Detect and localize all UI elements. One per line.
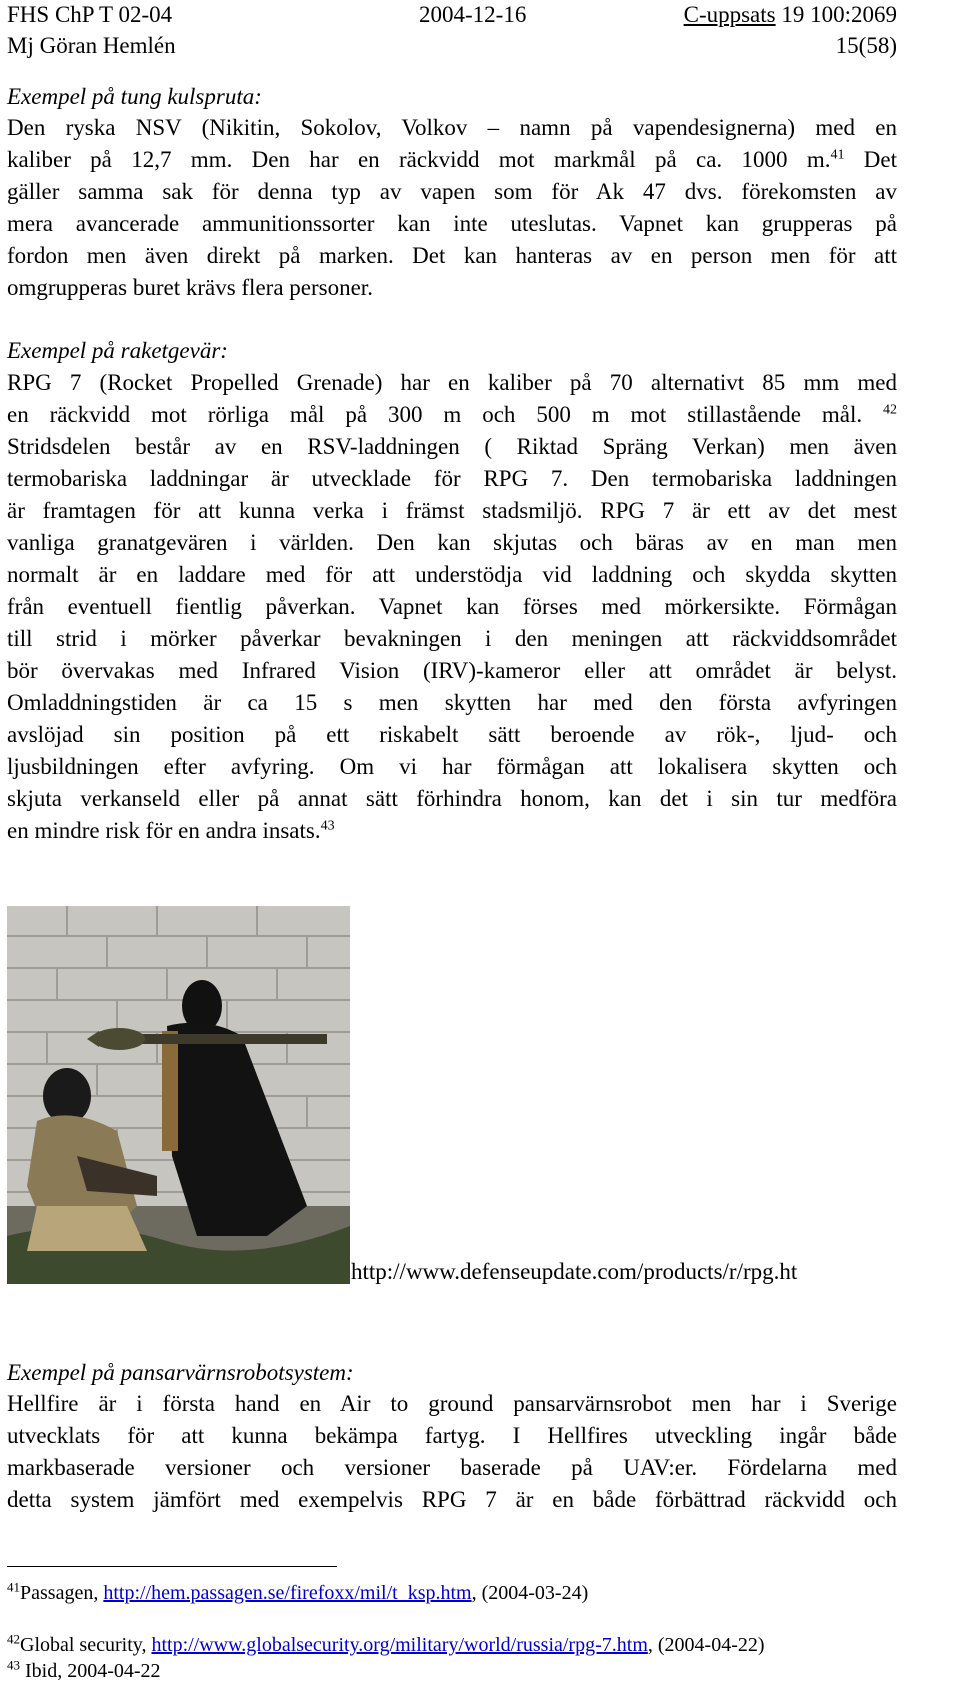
footnote-42: $^{42}$Global security, http://www.globalsecurity.org/military/world/russia/rpg-7.htm, (2004-04-22) [7,1631,765,1656]
paragraph-line: en räckvidd mot rörliga mål på 300 m och 500 m mot stillastående mål. $^{42}$ [7,402,898,427]
footnote-ref[interactable]: 42 [883,402,898,418]
page-header-row-1 [7,0,897,30]
paragraph-line: omgrupperas buret krävs flera personer. [7,275,373,300]
footnote-separator [7,1566,337,1567]
paragraph-line: kaliber på 12,7 mm. Den har en räckvidd mot markmål på ca. 1000 m.$^{41}$ Det [7,147,898,172]
section-heading-antitank-missile: Exempel på pansarvärnsrobotsystem: [7,1360,354,1385]
paragraph-line: detta system jämfört med exempelvis RPG 7 är en både förbättrad räckvidd och [7,1487,897,1512]
paragraph-line: fordon men även direkt på marken. Det kan hanteras av en person men för att [7,243,897,268]
paragraph-line: utvecklats för att kunna bekämpa fartyg. I Hellfires utveckling ingår både [7,1423,897,1448]
paragraph-line: skjuta verkanseld eller på annat sätt förhindra honom, kan det i sin tur medföra [7,786,897,811]
paragraph-line: Omladdningstiden är ca 15 s men skytten har med den första avfyringen [7,690,897,715]
paragraph-line: är framtagen för att kunna verka i främst stadsmiljö. RPG 7 är ett av det mest [7,498,897,523]
footnote-43: $^{43}$ Ibid, 2004-04-22 [7,1657,161,1682]
footnote-ref[interactable]: 43 [320,818,335,834]
photo-source-link[interactable]: http://www.defenseupdate.com/products/r/rpg.ht [351,1259,798,1284]
paragraph-line: ljusbildningen efter avfyring. Om vi har förmågan att lokalisera skytten och [7,754,897,779]
paragraph-line: en mindre risk för en andra insats.$^{43}$ [7,818,335,843]
paragraph-line: avslöjad sin position på ett riskabelt sätt beroende av rök-, ljud- och [7,722,897,747]
paragraph-line: från eventuell fientlig påverkan. Vapnet kan förses med mörkersikte. Förmågan [7,594,897,619]
page-header-row-2 [7,31,897,61]
paragraph-line: termobariska laddningar är utvecklade för RPG 7. Den termobariska laddningen [7,466,897,491]
paragraph-line: till strid i mörker påverkar bevakningen i den meningen att räckviddsområdet [7,626,897,651]
footnote-41: $^{41}$Passagen, http://hem.passagen.se/firefoxx/mil/t_ksp.htm, (2004-03-24) [7,1579,589,1604]
rpg-photo-illustration [7,906,350,1284]
rpg-photo [7,906,350,1284]
paragraph-line: vanliga granatgevären i världen. Den kan skjutas och bäras av en man men [7,530,897,555]
paragraph-line: Stridsdelen består av en RSV-laddningen ( Riktad Spräng Verkan) men även [7,434,897,459]
footnote-41-link[interactable]: http://hem.passagen.se/firefoxx/mil/t_ksp.htm [103,1582,472,1604]
section-heading-rocket-launcher: Exempel på raketgevär: [7,338,228,363]
footnote-ref[interactable]: 41 [830,147,845,163]
paragraph-line: markbaserade versioner och versioner baserade på UAV:er. Fördelarna med [7,1455,897,1480]
document-type [684,0,897,30]
header-date: 2004-12-16 [419,2,527,27]
footnote-42-link[interactable]: http://www.globalsecurity.org/military/world/russia/rpg-7.htm [151,1634,648,1656]
paragraph-line: Den ryska NSV (Nikitin, Sokolov, Volkov – namn på vapendesignerna) med en [7,115,897,140]
paragraph-line: normalt är en laddare med för att understödja vid laddning och skydda skytten [7,562,897,587]
section-heading-heavy-machine-gun: Exempel på tung kulspruta: [7,84,262,109]
paragraph-line: gäller samma sak för denna typ av vapen som för Ak 47 dvs. förekomsten av [7,179,897,204]
author-name: Mj Göran Hemlén [7,33,176,58]
document-type-link[interactable]: C-uppsats [683,2,776,27]
paragraph-line: bör övervakas med Infrared Vision (IRV)-kameror eller att området är belyst. [7,658,897,683]
document-id: 19 100:2069 [775,2,897,27]
paragraph-line: Hellfire är i första hand en Air to ground pansarvärnsrobot men har i Sverige [7,1391,897,1416]
page-number: 15(58) [835,33,897,58]
paragraph-line: RPG 7 (Rocket Propelled Grenade) har en kaliber på 70 alternativt 85 mm med [7,370,897,395]
paragraph-line: mera avancerade ammunitionssorter kan inte uteslutas. Vapnet kan grupperas på [7,211,897,236]
course-code: FHS ChP T 02-04 [7,2,173,27]
